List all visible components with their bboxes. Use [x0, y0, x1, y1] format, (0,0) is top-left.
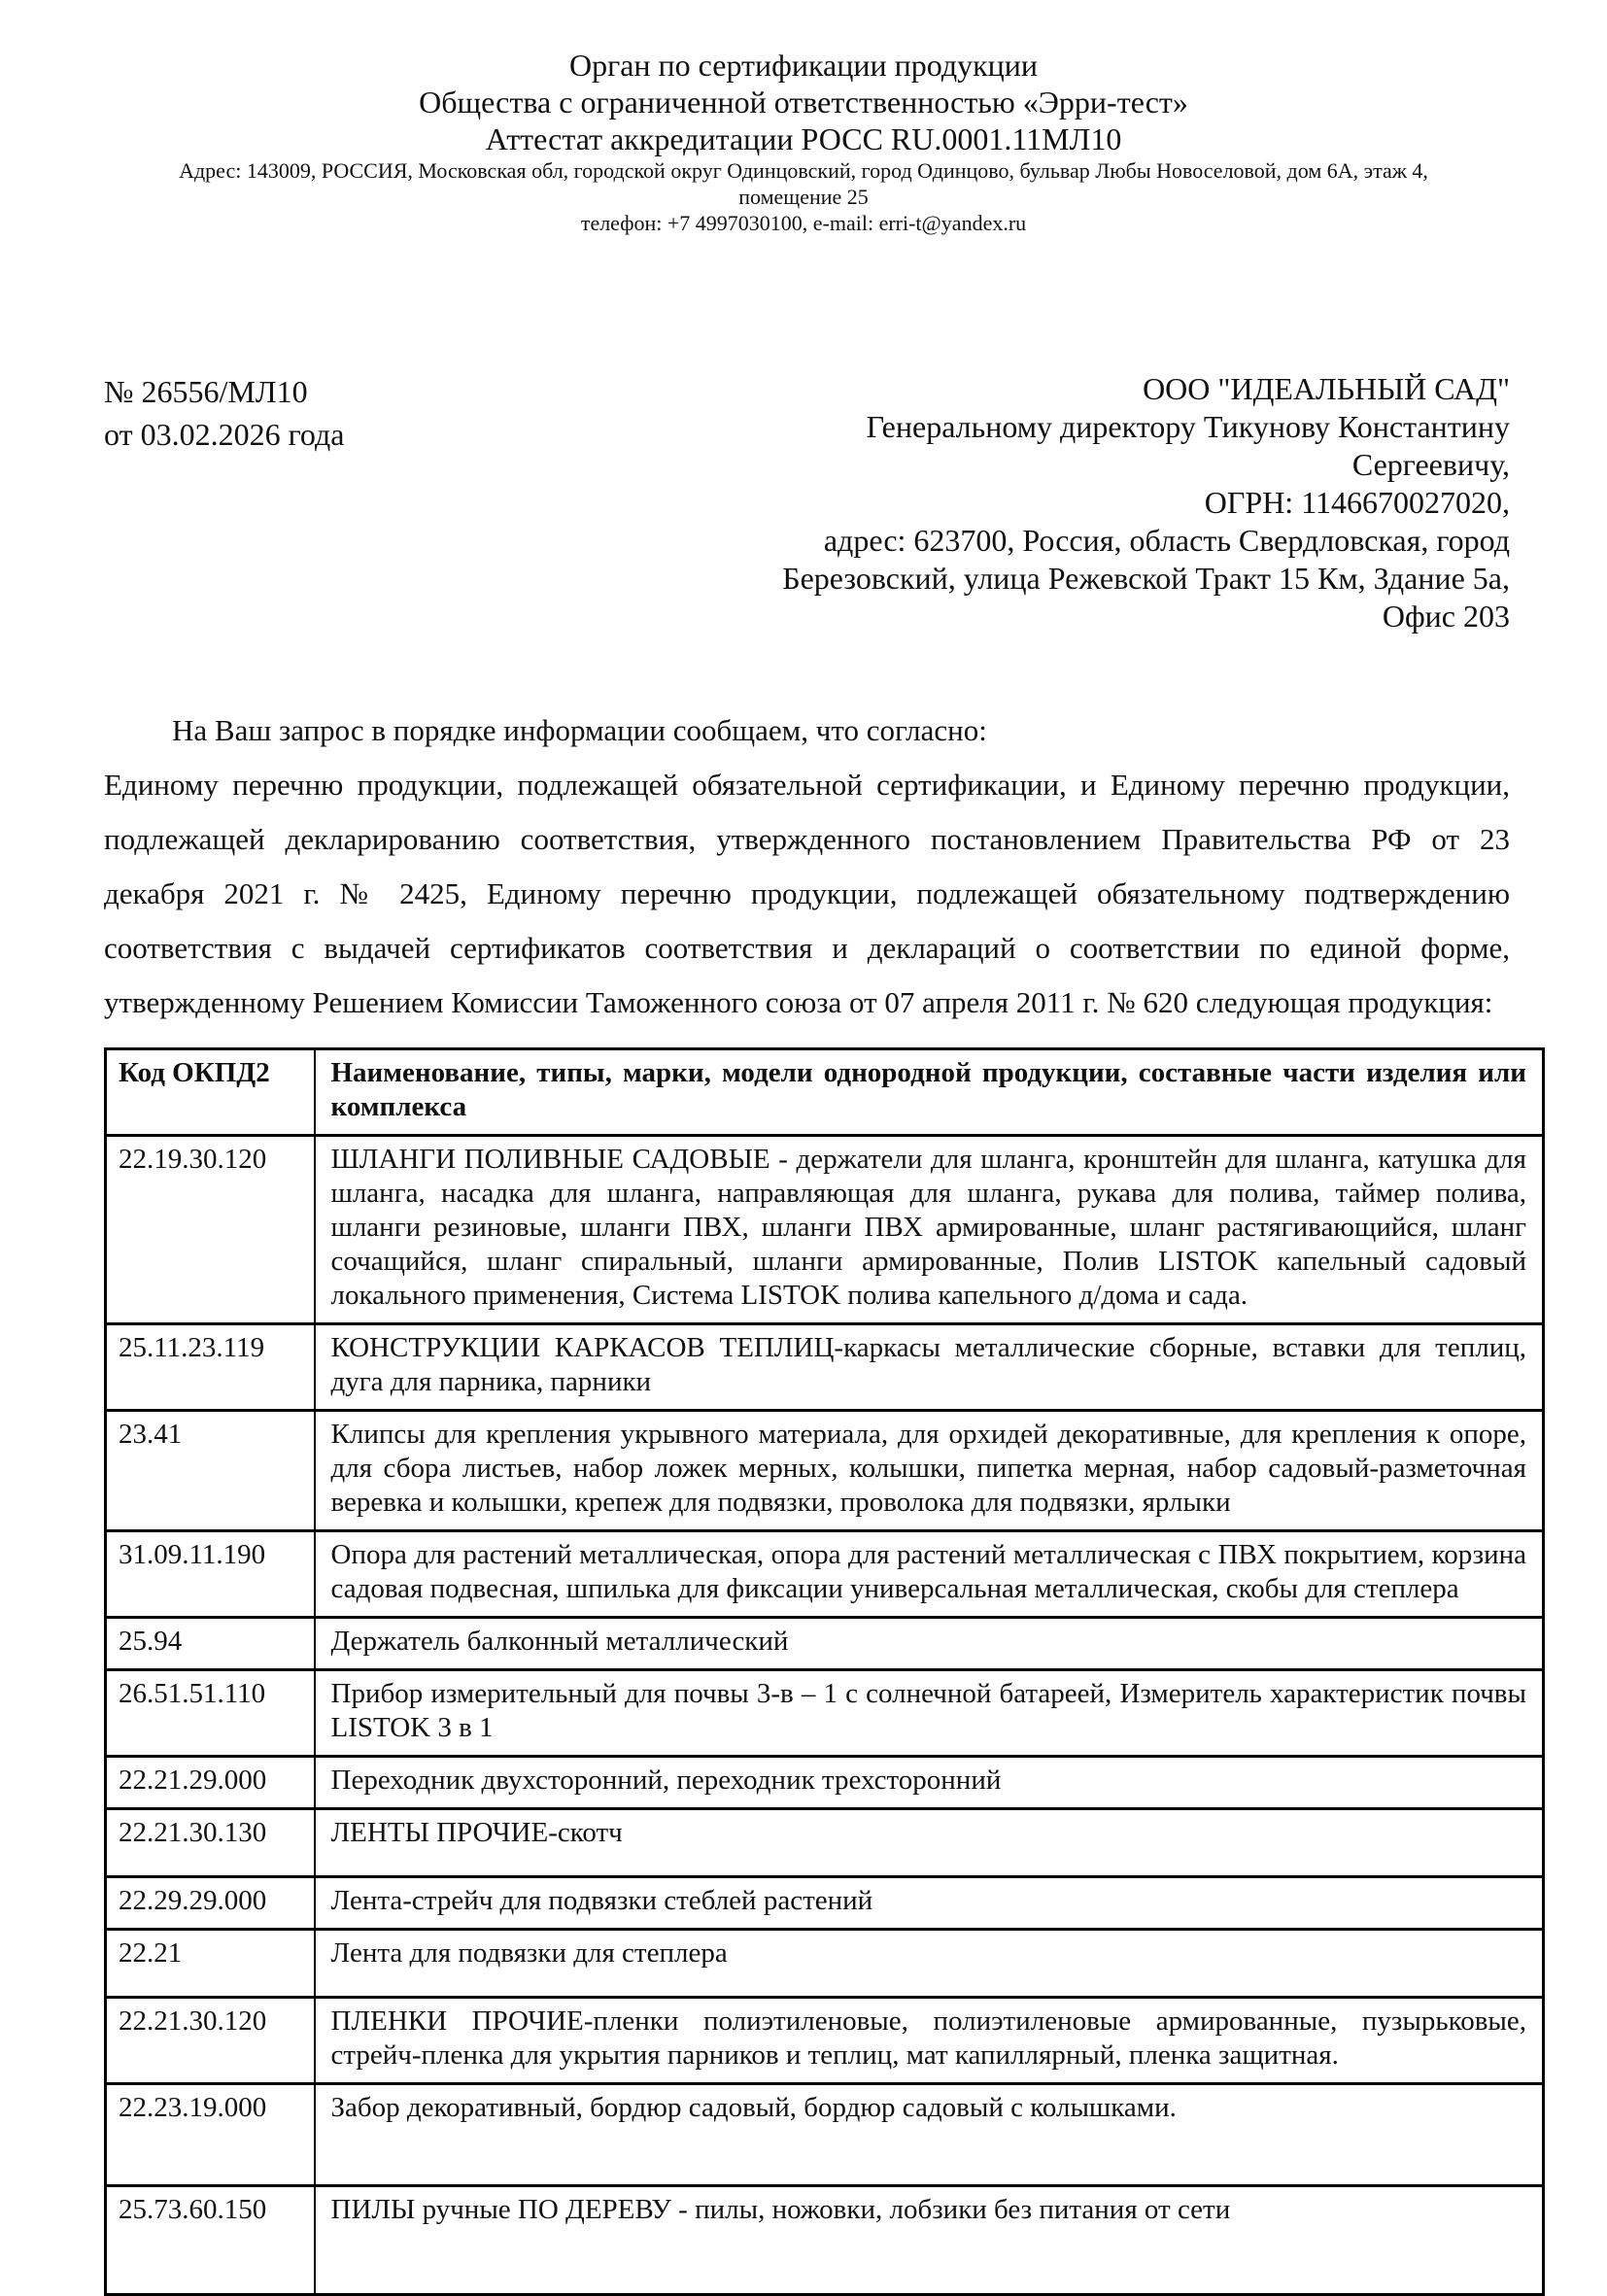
table-cell-description: Забор декоративный, бордюр садовый, бордюр садовый с колышками. [315, 2084, 1544, 2186]
table-cell-code: 22.21.29.000 [106, 1757, 315, 1809]
table-cell-description: Переходник двухсторонний, переходник трехсторонний [315, 1757, 1544, 1809]
recipient-block [577, 370, 1510, 635]
recipient-line: Березовский, улица Режевской Тракт 15 Км, Здание 5а, [782, 561, 1510, 596]
letterhead-org-line-2: Общества с ограниченной ответственностью «Эрри-тест» [419, 85, 1188, 120]
table-cell-code: 25.11.23.119 [106, 1324, 315, 1411]
reference-block [104, 370, 344, 456]
table-cell-code: 23.41 [106, 1411, 315, 1531]
table-row [106, 2084, 1544, 2186]
recipient-line: Генеральному директору Тикунову Константину [866, 409, 1510, 444]
table-row [106, 1877, 1544, 1930]
table-cell-code: 22.21.30.120 [106, 1998, 315, 2084]
table-cell-description: Лента для подвязки для степлера [315, 1930, 1544, 1998]
table-cell-description: ЛЕНТЫ ПРОЧИЕ-скотч [315, 1809, 1544, 1877]
main-paragraph: Единому перечню продукции, подлежащей обязательной сертификации, и Единому перечню продукции, подлежащей декларированию соответствия, утвержденного постановлением Правительства РФ от 23 декабря 2021 г. № 2425, Единому перечню продукции, подлежащей обязательному подтверждению соответствия с выдачей сертификатов соответствия и деклараций о соответствии по единой форме, утвержденному Решением Комиссии Таможенного союза от 07 апреля 2011 г. № 620 следующая продукция: [104, 768, 1510, 1019]
table-row [106, 1324, 1544, 1411]
recipient-line: ОГРН: 1146670027020, [1204, 485, 1510, 520]
table-row [106, 1136, 1544, 1324]
table-cell-code: 22.21 [106, 1930, 315, 1998]
intro-sentence: На Ваш запрос в порядке информации сообщаем, что согласно: [172, 713, 987, 747]
letterhead-contact: телефон: +7 4997030100, e-mail: erri-t@yandex.ru [580, 211, 1027, 235]
table-row [106, 1998, 1544, 2084]
table-cell-description: ШЛАНГИ ПОЛИВНЫЕ САДОВЫЕ - держатели для шланга, кронштейн для шланга, катушка для шланга, насадка для шланга, направляющая для шланга, рукава для полива, таймер полива, шланги резиновые, шланги ПВХ, шланги ПВХ армированные, шланг растягивающийся, шланг сочащийся, шланг спиральный, шланги армированные, Полив LISTOK капельный садовый локального применения, Система LISTOK полива капельного д/дома и сада. [315, 1136, 1544, 1324]
recipient-line: Офис 203 [1382, 599, 1510, 634]
table-cell-description: Прибор измерительный для почвы 3-в – 1 с солнечной батареей, Измеритель характеристик почвы LISTOK 3 в 1 [315, 1670, 1544, 1757]
table-row [106, 1531, 1544, 1618]
recipient-line: адрес: 623700, Россия, область Свердловская, город [823, 523, 1510, 558]
letterhead-address-line-2: помещение 25 [738, 185, 869, 209]
recipient-line: Сергеевичу, [1351, 447, 1510, 482]
table-row [106, 1618, 1544, 1670]
table-row [106, 1809, 1544, 1877]
table-cell-code: 22.19.30.120 [106, 1136, 315, 1324]
letterhead [0, 47, 1607, 236]
table-header-code: Код ОКПД2 [106, 1049, 315, 1136]
table-cell-code: 25.94 [106, 1618, 315, 1670]
recipient-line: ООО "ИДЕАЛЬНЫЙ САД" [1143, 371, 1510, 406]
table-cell-code: 22.23.19.000 [106, 2084, 315, 2186]
table-cell-code: 31.09.11.190 [106, 1531, 315, 1618]
table-cell-description: Держатель балконный металлический [315, 1618, 1544, 1670]
table-row [106, 1670, 1544, 1757]
table-cell-description: КОНСТРУКЦИИ КАРКАСОВ ТЕПЛИЦ-каркасы металлические сборные, вставки для теплиц, дуга для парника, парники [315, 1324, 1544, 1411]
table-header-row [106, 1049, 1544, 1136]
table-cell-code: 25.73.60.150 [106, 2186, 315, 2295]
letter-number: № 26556/МЛ10 [104, 374, 308, 409]
table-cell-description: ПИЛЫ ручные ПО ДЕРЕВУ - пилы, ножовки, лобзики без питания от сети [315, 2186, 1544, 2295]
letterhead-org-line-1: Орган по сертификации продукции [568, 48, 1039, 83]
letterhead-accreditation: Аттестат аккредитации РОСС RU.0001.11МЛ10 [485, 121, 1122, 156]
table-cell-description: Лента-стрейч для подвязки стеблей растений [315, 1877, 1544, 1930]
letterhead-address-line-1: Адрес: 143009, РОССИЯ, Московская обл, городской округ Одинцовский, город Одинцово, бульвар Любы Новоселовой, дом 6А, этаж 4, [179, 158, 1428, 183]
okpd-products-table [104, 1047, 1545, 2296]
table-cell-code: 26.51.51.110 [106, 1670, 315, 1757]
table-row [106, 1757, 1544, 1809]
table-cell-code: 22.21.30.130 [106, 1809, 315, 1877]
table-cell-code: 22.29.29.000 [106, 1877, 315, 1930]
letter-date: от 03.02.2026 года [104, 417, 345, 452]
reference-recipient-row [104, 370, 1510, 635]
table-row [106, 1411, 1544, 1531]
table-cell-description: ПЛЕНКИ ПРОЧИЕ-пленки полиэтиленовые, полиэтиленовые армированные, пузырьковые, стрейч-пленка для укрытия парников и теплиц, мат капиллярный, пленка защитная. [315, 1998, 1544, 2084]
table-row [106, 1930, 1544, 1998]
table-header-description: Наименование, типы, марки, модели однородной продукции, составные части изделия или комплекса [315, 1049, 1544, 1136]
table-cell-description: Клипсы для крепления укрывного материала, для орхидей декоративные, для крепления к опоре, для сбора листьев, набор ложек мерных, колышки, пипетка мерная, набор садовый-разметочная веревка и колышки, крепеж для подвязки, проволока для подвязки, ярлыки [315, 1411, 1544, 1531]
table-row [106, 2186, 1544, 2295]
table-cell-description: Опора для растений металлическая, опора для растений металлическая с ПВХ покрытием, корзина садовая подвесная, шпилька для фиксации универсальная металлическая, скобы для степлера [315, 1531, 1544, 1618]
